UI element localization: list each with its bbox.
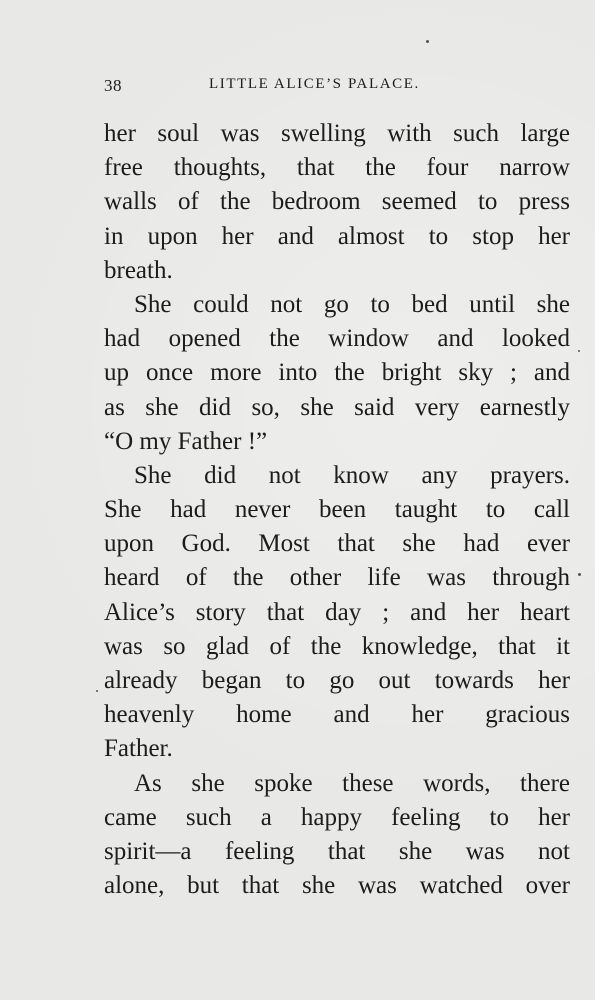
body-text [104,117,570,903]
text-line: Father. [104,735,173,763]
text-line: upon God. Most that she had ever [104,530,570,558]
ink-speck [96,690,98,692]
text-line: walls of the bedroom seemed to press [104,188,570,216]
text-line: already began to go out towards her [104,667,570,694]
text-line: had opened the window and looked [104,325,570,353]
text-line: heard of the other life was through [104,564,570,592]
text-line: free thoughts, that the four narrow [104,154,570,182]
page-number: 38 [104,76,122,95]
ink-speck [426,40,429,43]
text-line: Alice’s story that day ; and her heart [104,598,570,626]
running-title: LITTLE ALICE’S PALACE. [209,76,420,92]
text-line: in upon her and almost to stop her [104,222,570,250]
ink-speck [578,350,580,352]
text-line: up once more into the bright sky ; and [104,359,570,387]
text-line: as she did so, she said very earnestly [104,393,570,421]
ink-speck [578,573,581,576]
text-line: She did not know any prayers. [134,461,570,489]
text-line: heavenly home and her gracious [104,701,570,729]
running-head [104,76,570,100]
text-line: came such a happy feeling to her [104,803,570,831]
text-line: She could not go to bed until she [134,290,570,318]
text-line: alone, but that she was watched over [104,872,570,900]
text-line: “O my Father !” [104,427,268,455]
text-line: spirit—a feeling that she was not [104,837,570,865]
text-line: As she spoke these words, there [134,769,570,797]
text-line: breath. [104,256,173,284]
text-line: her soul was swelling with such large [104,120,570,147]
text-line: was so glad of the knowledge, that it [104,632,570,660]
text-line: She had never been taught to call [104,496,570,524]
